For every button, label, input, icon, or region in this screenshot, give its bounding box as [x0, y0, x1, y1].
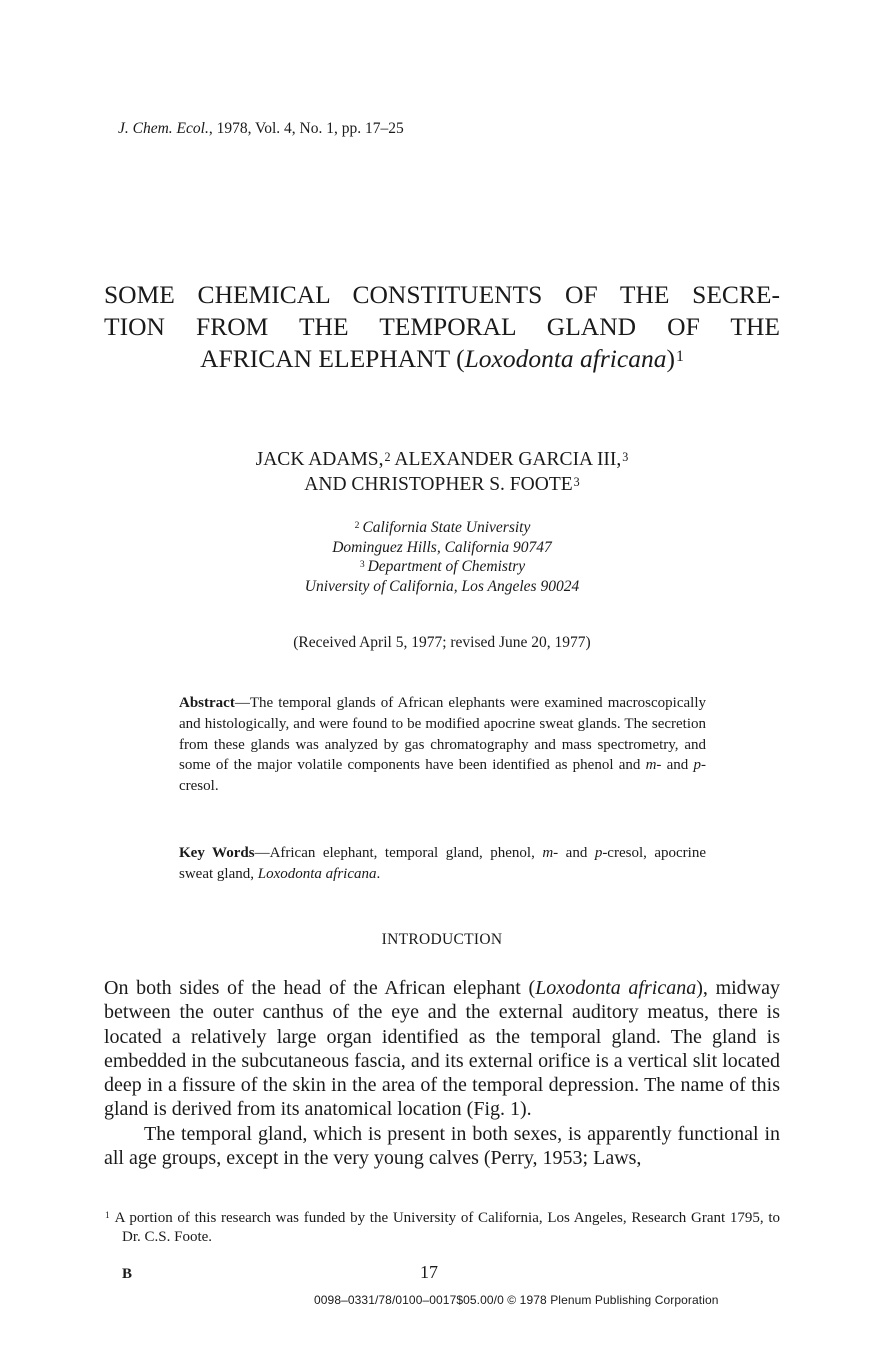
title-line-3-close: ): [666, 344, 675, 373]
author-1: JACK ADAMS,: [255, 449, 384, 470]
abstract-end: cresol.: [179, 778, 219, 795]
affiliation-2-name: Department of Chemistry: [367, 558, 526, 575]
author-3: AND CHRISTOPHER S. FOOTE: [304, 474, 573, 495]
footnote-marker: 1: [105, 1211, 110, 1221]
authors-line-2: [104, 472, 780, 497]
body-text: [104, 976, 780, 1170]
affiliations: [104, 518, 780, 596]
title-line-3: [104, 343, 780, 375]
key-words-species: Loxodonta africana: [257, 865, 377, 882]
abstract-and: and: [661, 757, 694, 774]
abstract: [179, 693, 706, 797]
affiliation-2-line-1: [104, 557, 780, 577]
key-words: [179, 843, 706, 885]
paragraph-1-rest: ), midway between the outer canthus of the eye and the external auditory meatus, there is located a relatively large organ identified as the temporal gland. The gland is embedded in the subcutaneous fascia, and its external orifice is a vertical slit located deep in a fissure of the skin in the area of the temporal depression. The name of this gland is derived from its anatomical location (Fig. 1).: [104, 977, 780, 1121]
title-species: Loxodonta africana: [464, 344, 667, 373]
key-words-label: Key Words: [179, 845, 255, 861]
author-2-affil-ref: 3: [622, 450, 629, 464]
paragraph-2: The temporal gland, which is present in both sexes, is apparently functional in all age groups, except in the very young calves (Perry, 1953; Laws,: [104, 1122, 780, 1170]
title-line-1: SOME CHEMICAL CONSTITUENTS OF THE SECRE-: [104, 280, 780, 309]
footnote: [104, 1209, 780, 1247]
affiliation-1-line-1: [104, 518, 780, 538]
journal-details: , 1978, Vol. 4, No. 1, pp. 17–25: [208, 120, 404, 137]
section-heading: INTRODUCTION: [381, 931, 503, 948]
paragraph-1: [104, 976, 780, 1122]
title-line-3-text: AFRICAN ELEPHANT (: [200, 344, 465, 373]
affiliation-1-line-2: Dominguez Hills, California 90747: [332, 538, 552, 556]
affiliation-1-name: California State University: [362, 519, 531, 536]
key-words-p: p: [594, 845, 603, 861]
key-words-and: and: [558, 845, 595, 861]
affiliation-2-line-2: University of California, Los Angeles 90024: [304, 577, 580, 595]
author-2: ALEXANDER GARCIA III,: [390, 449, 622, 470]
author-list: [104, 447, 780, 497]
title-line-2: TION FROM THE TEMPORAL GLAND OF THE: [104, 312, 780, 341]
abstract-m: m-: [645, 757, 662, 774]
title-footnote-ref: 1: [675, 348, 684, 365]
author-1-affil-ref: 2: [384, 450, 391, 464]
journal-name: J. Chem. Ecol.: [118, 120, 209, 137]
abstract-label: Abstract: [179, 695, 235, 711]
key-words-text: —African elephant, temporal gland, phenol,: [254, 845, 543, 861]
paragraph-1-species: Loxodonta africana: [535, 977, 697, 999]
page-number: 17: [420, 1262, 438, 1282]
journal-citation: [118, 120, 404, 138]
key-words-mid: -cresol, apocrine sweat gland,: [179, 845, 706, 882]
key-words-end: .: [376, 865, 381, 882]
abstract-text: —The temporal glands of African elephants were examined macroscopically and histologically, and were found to be modified apocrine sweat glands. The secretion from these glands was analyzed by gas chromatography and mass spectrometry, and some of the major volatile components have been identified as phenol and: [179, 695, 706, 774]
affiliation-2-marker: 3: [359, 559, 365, 570]
abstract-p: p-: [693, 757, 706, 774]
received-dates: (Received April 5, 1977; revised June 20, 1977): [293, 634, 591, 651]
authors-line-1: [104, 447, 780, 472]
copyright-line: 0098–0331/78/0100–0017$05.00/0 © 1978 Plenum Publishing Corporation: [314, 1293, 719, 1307]
author-3-affil-ref: 3: [573, 475, 580, 489]
key-words-m: m-: [542, 845, 559, 861]
footnote-text: A portion of this research was funded by the University of California, Los Angeles, Research Grant 1795, to Dr. C.S. Foote.: [114, 1210, 780, 1245]
affiliation-1-marker: 2: [354, 520, 360, 531]
paper-title: [104, 279, 780, 375]
paragraph-1-start: On both sides of the head of the African elephant (: [104, 977, 536, 999]
signature-mark: B: [122, 1266, 133, 1282]
